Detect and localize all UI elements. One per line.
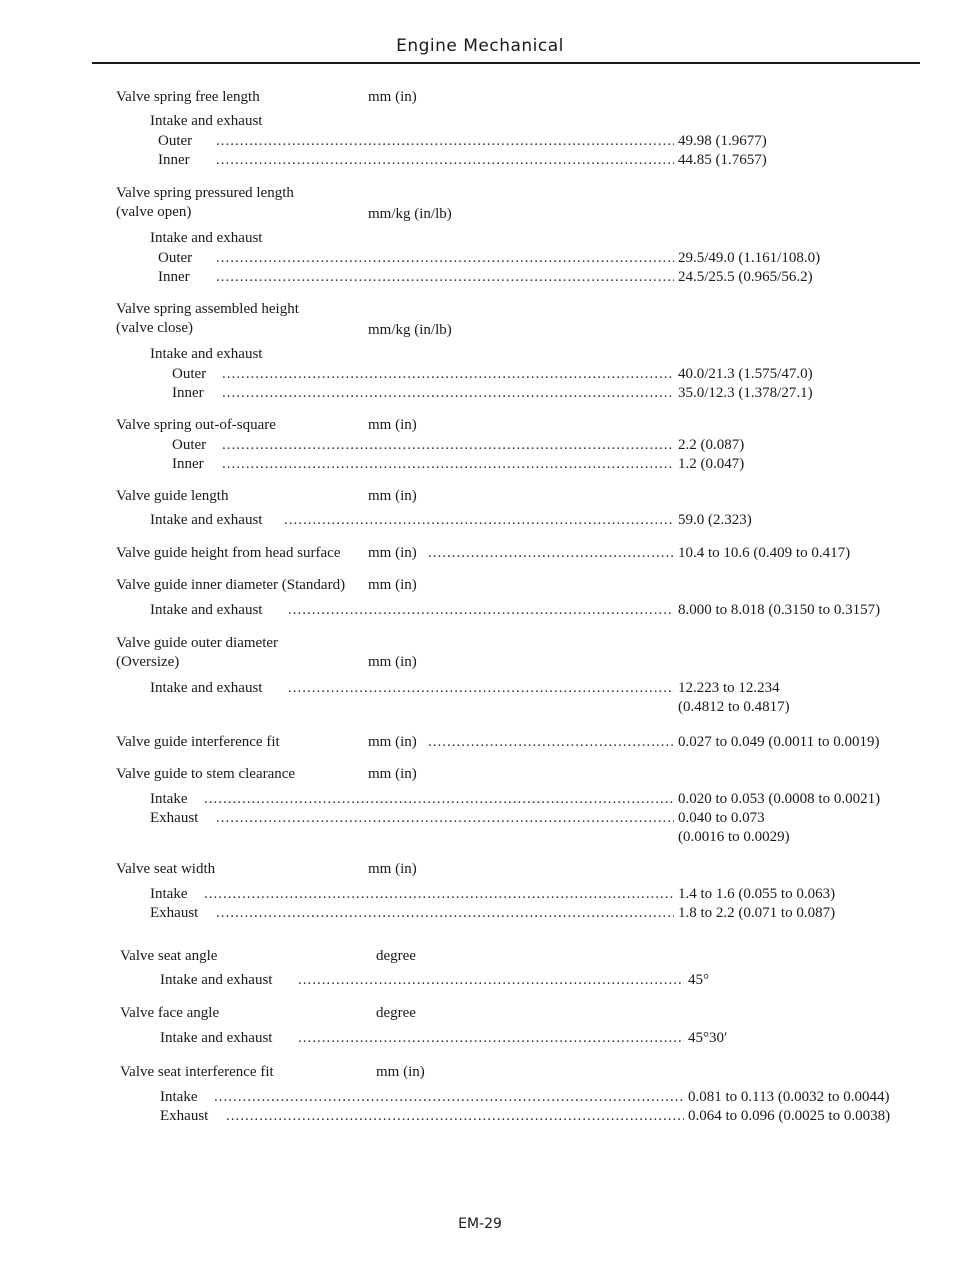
dot-leader bbox=[298, 971, 684, 989]
spec-label: Valve guide outer diameter bbox=[116, 635, 279, 651]
dot-leader bbox=[222, 455, 674, 473]
spec-value: 45° bbox=[688, 972, 709, 988]
dot-leader bbox=[216, 809, 674, 827]
dot-leader bbox=[222, 365, 674, 383]
spec-value: 59.0 (2.323) bbox=[678, 512, 752, 528]
spec-value: 8.000 to 8.018 (0.3150 to 0.3157) bbox=[678, 602, 881, 618]
spec-value: 2.2 (0.087) bbox=[678, 437, 745, 453]
spec-row-label: Intake bbox=[150, 791, 188, 807]
spec-value: 12.223 to 12.234 bbox=[678, 680, 780, 696]
spec-unit: mm (in) bbox=[368, 577, 417, 593]
dot-leader bbox=[288, 679, 674, 697]
spec-value: 1.4 to 1.6 (0.055 to 0.063) bbox=[678, 886, 836, 902]
spec-row-label: Intake and exhaust bbox=[150, 602, 263, 618]
page-header-title: Engine Mechanical bbox=[396, 36, 564, 56]
spec-unit: mm/kg (in/lb) bbox=[368, 322, 452, 338]
spec-row-label: Outer bbox=[172, 437, 207, 453]
spec-value: 24.5/25.5 (0.965/56.2) bbox=[678, 269, 813, 285]
spec-label: Valve seat angle bbox=[120, 948, 218, 964]
spec-label-sub: (valve close) bbox=[116, 320, 194, 336]
dot-leader bbox=[216, 132, 674, 150]
page-number: EM-29 bbox=[458, 1216, 502, 1232]
dot-leader bbox=[216, 904, 674, 922]
spec-row-label: Exhaust bbox=[150, 810, 199, 826]
spec-value: 35.0/12.3 (1.378/27.1) bbox=[678, 385, 813, 401]
spec-unit: mm (in) bbox=[368, 734, 417, 750]
spec-label: Valve guide to stem clearance bbox=[116, 766, 296, 782]
header-rule bbox=[92, 62, 920, 64]
spec-row-label: Intake and exhaust bbox=[150, 680, 263, 696]
spec-unit: mm/kg (in/lb) bbox=[368, 206, 452, 222]
spec-value: 29.5/49.0 (1.161/108.0) bbox=[678, 250, 821, 266]
spec-row-label: Outer bbox=[158, 250, 193, 266]
spec-label: Valve spring assembled height bbox=[116, 301, 299, 317]
spec-value: 1.2 (0.047) bbox=[678, 456, 745, 472]
dot-leader bbox=[214, 1088, 684, 1106]
spec-unit: degree bbox=[376, 948, 416, 964]
spec-row-label: Outer bbox=[172, 366, 207, 382]
spec-value: 1.8 to 2.2 (0.071 to 0.087) bbox=[678, 905, 836, 921]
spec-label: Valve guide interference fit bbox=[116, 734, 280, 750]
spec-row-label: Inner bbox=[172, 456, 204, 472]
dot-leader bbox=[216, 151, 674, 169]
spec-label-sub: (valve open) bbox=[116, 204, 192, 220]
spec-value-sub: (0.0016 to 0.0029) bbox=[678, 829, 790, 845]
spec-label: Valve spring free length bbox=[116, 89, 260, 105]
spec-label: Valve spring pressured length bbox=[116, 185, 294, 201]
spec-row-label: Intake and exhaust bbox=[160, 972, 273, 988]
spec-unit: mm (in) bbox=[368, 766, 417, 782]
spec-label: Valve guide inner diameter (Standard) bbox=[116, 577, 346, 593]
spec-group-label: Intake and exhaust bbox=[150, 113, 263, 129]
spec-row-label: Exhaust bbox=[150, 905, 199, 921]
spec-value: 49.98 (1.9677) bbox=[678, 133, 767, 149]
spec-label: Valve guide length bbox=[116, 488, 229, 504]
spec-label: Valve seat interference fit bbox=[120, 1064, 274, 1080]
spec-label: Valve face angle bbox=[120, 1005, 220, 1021]
dot-leader bbox=[216, 268, 674, 286]
spec-label: Valve spring out-of-square bbox=[116, 417, 276, 433]
dot-leader bbox=[428, 733, 674, 751]
spec-group-label: Intake and exhaust bbox=[150, 346, 263, 362]
dot-leader bbox=[222, 436, 674, 454]
spec-value: 0.064 to 0.096 (0.0025 to 0.0038) bbox=[688, 1108, 891, 1124]
dot-leader bbox=[216, 249, 674, 267]
spec-row-label: Inner bbox=[158, 152, 190, 168]
spec-row-label: Intake and exhaust bbox=[150, 512, 263, 528]
spec-unit: mm (in) bbox=[368, 417, 417, 433]
spec-row-label: Outer bbox=[158, 133, 193, 149]
spec-value: 40.0/21.3 (1.575/47.0) bbox=[678, 366, 813, 382]
dot-leader bbox=[226, 1107, 684, 1125]
spec-value-sub: (0.4812 to 0.4817) bbox=[678, 699, 790, 715]
spec-value: 0.027 to 0.049 (0.0011 to 0.0019) bbox=[678, 734, 880, 750]
spec-row-label: Exhaust bbox=[160, 1108, 209, 1124]
spec-group-label: Intake and exhaust bbox=[150, 230, 263, 246]
spec-value: 10.4 to 10.6 (0.409 to 0.417) bbox=[678, 545, 851, 561]
dot-leader bbox=[288, 601, 674, 619]
spec-unit: mm (in) bbox=[368, 89, 417, 105]
spec-unit: mm (in) bbox=[368, 545, 417, 561]
spec-value: 45°30′ bbox=[688, 1030, 728, 1046]
dot-leader bbox=[298, 1029, 684, 1047]
spec-value: 0.020 to 0.053 (0.0008 to 0.0021) bbox=[678, 791, 881, 807]
dot-leader bbox=[428, 544, 674, 562]
spec-row-label: Inner bbox=[172, 385, 204, 401]
spec-label: Valve guide height from head surface bbox=[116, 545, 341, 561]
spec-label-sub: (Oversize) bbox=[116, 654, 180, 670]
spec-unit: mm (in) bbox=[368, 488, 417, 504]
dot-leader bbox=[204, 790, 674, 808]
spec-value: 44.85 (1.7657) bbox=[678, 152, 767, 168]
dot-leader bbox=[222, 384, 674, 402]
spec-label: Valve seat width bbox=[116, 861, 216, 877]
spec-unit: mm (in) bbox=[376, 1064, 425, 1080]
spec-row-label: Inner bbox=[158, 269, 190, 285]
spec-value: 0.081 to 0.113 (0.0032 to 0.0044) bbox=[688, 1089, 890, 1105]
spec-unit: mm (in) bbox=[368, 861, 417, 877]
spec-unit: mm (in) bbox=[368, 654, 417, 670]
spec-row-label: Intake bbox=[150, 886, 188, 902]
spec-value: 0.040 to 0.073 bbox=[678, 810, 765, 826]
spec-row-label: Intake and exhaust bbox=[160, 1030, 273, 1046]
spec-unit: degree bbox=[376, 1005, 416, 1021]
dot-leader bbox=[204, 885, 674, 903]
dot-leader bbox=[284, 511, 674, 529]
spec-row-label: Intake bbox=[160, 1089, 198, 1105]
